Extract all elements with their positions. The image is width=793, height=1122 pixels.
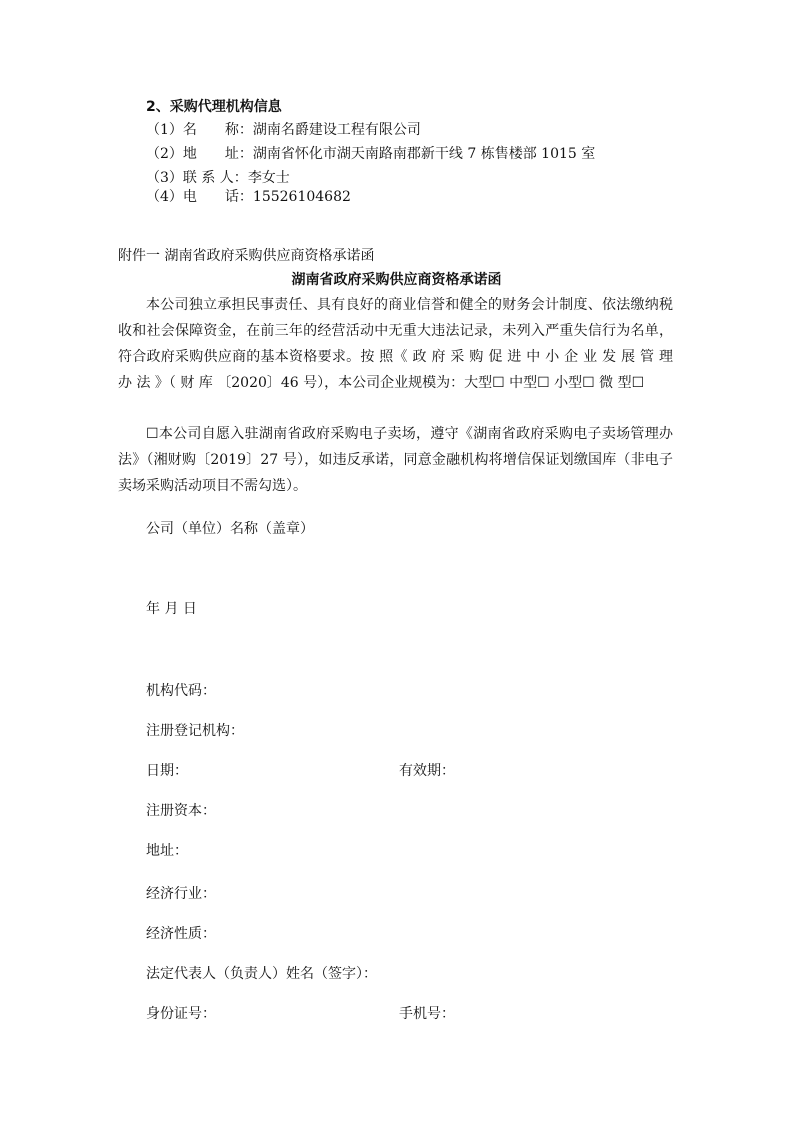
agency-heading: 2、采购代理机构信息 — [146, 99, 282, 115]
nature-label: 经济性质： — [146, 926, 216, 942]
agency-name-label: （1）名 称： — [146, 122, 253, 138]
agency-phone-label: （4）电 话： — [146, 189, 253, 205]
address-label: 地址： — [146, 843, 188, 859]
agency-phone-value: 15526104682 — [252, 189, 351, 205]
industry-label: 经济行业： — [146, 886, 216, 902]
agency-address-label: （2）地 址： — [146, 146, 253, 162]
agency-contact-label: （3）联 系 人： — [146, 170, 248, 186]
legal-rep-label: 法定代表人（负责人）姓名（签字）： — [146, 966, 377, 982]
company-seal-line: 公司（单位）名称（盖章） — [146, 521, 314, 537]
agency-name-value: 湖南名爵建设工程有限公司 — [252, 122, 421, 138]
agency-phone-row — [146, 186, 351, 208]
mobile-label: 手机号： — [399, 1006, 455, 1022]
agency-name-row — [146, 119, 421, 141]
attachment-title: 湖南省政府采购供应商资格承诺函 — [291, 272, 502, 288]
id-number-label: 身份证号： — [146, 1006, 216, 1022]
agency-address-value: 湖南省怀化市湖天南路南郡新干线 7 栋售楼部 1015 室 — [252, 146, 596, 162]
date-line: 年 月 日 — [146, 601, 197, 617]
agency-address-row — [146, 143, 595, 165]
agency-contact-value: 李女士 — [247, 170, 290, 186]
commitment-paragraph: 本公司独立承担民事责任、具有良好的商业信誉和健全的财务会计制度、依法缴纳税收和社会保障资金，在前三年的经营活动中无重大违法记录，未列入严重失信行为名单，符合政府采购供应商的基本资格要求。按 照《 政 府 采 购 促 进 中 小 企 业 发 展 管 理 办 法 》（ 财 库 〔2020〕46 号），本公司企业规模为：大型☐ 中型☐ 小型☐ 微 型☐ — [118, 297, 673, 391]
valid-period-label: 有效期： — [399, 763, 455, 779]
reg-authority-label: 注册登记机构： — [146, 723, 244, 739]
capital-label: 注册资本： — [146, 803, 216, 819]
date-label: 日期： — [146, 763, 188, 779]
e-mall-paragraph: ☐本公司自愿入驻湖南省政府采购电子卖场，遵守《湖南省政府采购电子卖场管理办法》（湘财购〔2019〕27 号），如违反承诺，同意金融机构将增信保证划缴国库（非电子卖场采购活动项目不需勾选）。 — [118, 426, 673, 494]
org-code-label: 机构代码： — [146, 683, 216, 699]
attachment-label: 附件一 湖南省政府采购供应商资格承诺函 — [118, 248, 375, 264]
